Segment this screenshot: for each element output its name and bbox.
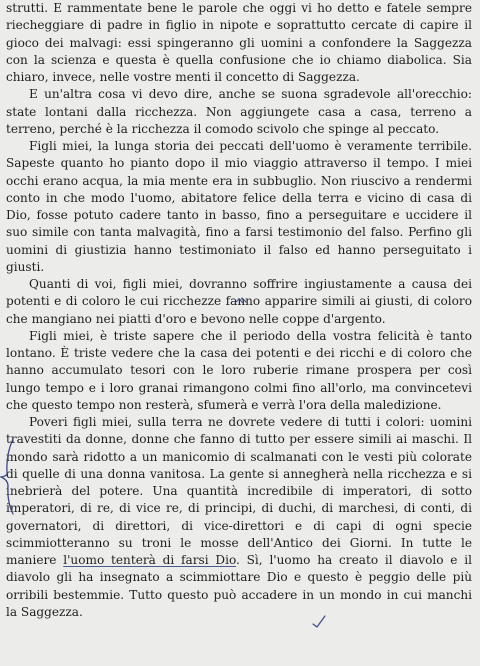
paragraph-6-end: . Sì, l'uomo ha creato il diavolo e il diavolo gli ha insegnato a scimmiottare Dio e questo è peggio delle più orribili bestemmie. Tutto questo può accadere in un mondo in cui manchi la Saggezza.	[6, 553, 472, 619]
pen-check-icon	[312, 615, 326, 629]
paragraph-4: Quanti di voi, figli miei, dovranno soffrire ingiustamente a causa dei potenti e di coloro le cui ricchezze fanno apparire simili ai giusti, di coloro che mangiano nei piatti d'oro e bevono nelle coppe d'argento.	[6, 277, 472, 326]
paragraph-1: strutti. E rammentate bene le parole che oggi vi ho detto e fatele sempre riecheggiare di padre in figlio in nipote e soprattutto cercate di capire il gioco dei malvagi: essi spingeranno gli uomini a confondere la Saggezza con la scienza e questa è quella confusione che io chiamo diabolica. Sia chiaro, invece, nelle vostre menti il concetto di Saggezza.	[6, 1, 472, 84]
pen-tick-icon	[234, 296, 248, 308]
paragraph-5: Figli miei, è triste sapere che il periodo della vostra felicità è tanto lontano. È triste vedere che la casa dei potenti e dei ricchi e di coloro che hanno accumulato tesori con le loro ruberie rimane prospera per così lungo tempo e i loro granai rimangono colmi fino all'orlo, ma convincetevi che questo tempo non resterà, sfumerà e verrà l'ora della maledizione.	[6, 328, 472, 412]
paragraph-2: E un'altra cosa vi devo dire, anche se suona sgradevole all'orecchio: state lontani dalla ricchezza. Non aggiungete casa a casa, terreno a terreno, perché è la ricchezza il comodo scivolo che spinge al peccato.	[6, 87, 472, 136]
underlined-phrase: l'uomo tenterà di farsi Dio	[63, 553, 237, 567]
paragraph-3: Figli miei, la lunga storia dei peccati dell'uomo è veramente terribile. Sapeste quanto ho pianto dopo il mio viaggio attraverso il tempo. I miei occhi erano acqua, la mia mente era in subbuglio. Non riuscivo a rendermi conto in che modo l'uomo, abitatore felice della terra e vicino di casa di Dio, fosse potuto cadere tanto in basso, fino a perseguitare e uccidere il suo simile con tanta malvagità, fino a farsi testimonio del falso. Perfino gli uomini di giustizia hanno testimoniato il falso ed hanno perseguitato i giusti.	[6, 139, 472, 274]
page-text	[6, 0, 472, 621]
paragraph-6	[6, 414, 472, 621]
margin-bracket-icon	[0, 436, 16, 516]
paragraph-6-start: Poveri figli miei, sulla terra ne dovrete vedere di tutti i colori: uomini travestiti da donne, donne che fanno di tutto per essere simili ai maschi. Il mondo sarà ridotto a un manicomio di scalmanati con le vesti più colorate di quelle di una donna vanitosa. La gente si annegherà nella ricchezza e si inebrierà del potere. Una quantità incredibile di imperatori, di sotto imperatori, di re, di vice re, di principi, di duchi, di marchesi, di conti, di governatori, di direttori, di vice-direttori e di capi di ogni specie scimmiotteranno su troni le mosse dell'Antico dei Giorni. In tutte le maniere	[6, 415, 472, 567]
